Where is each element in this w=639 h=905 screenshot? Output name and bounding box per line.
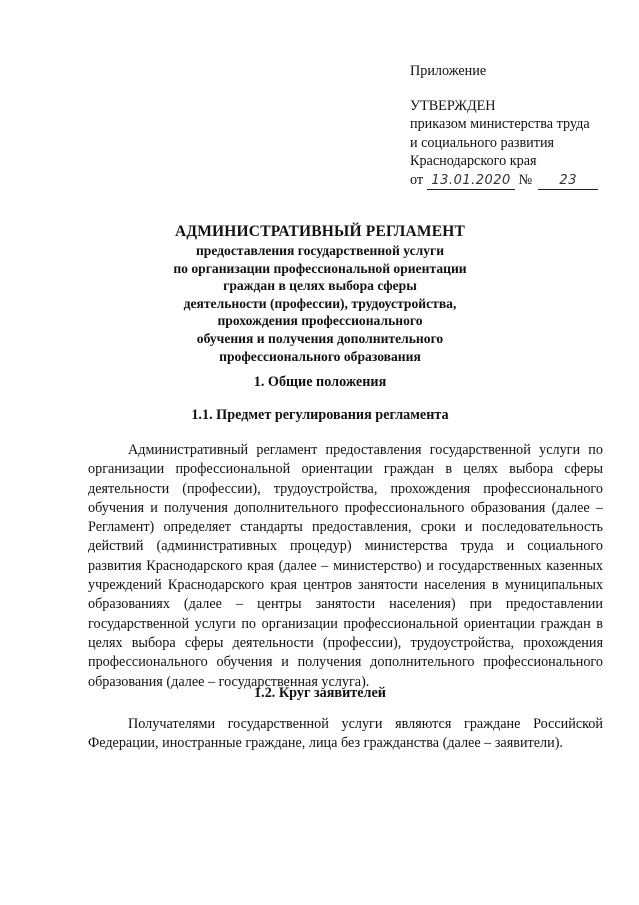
- approved-label: УТВЕРЖДЕН: [410, 97, 496, 114]
- approval-line-3: Краснодарского края: [410, 153, 537, 169]
- approval-line-1: приказом министерства труда: [410, 116, 590, 132]
- document-title: [130, 222, 510, 365]
- title-line: прохождения профессионального: [217, 313, 423, 329]
- number-label: №: [518, 171, 533, 188]
- annex-label: Приложение: [410, 63, 487, 79]
- title-main: АДМИНИСТРАТИВНЫЙ РЕГЛАМЕНТ: [174, 223, 466, 240]
- title-line: граждан в целях выбора сферы: [223, 278, 417, 294]
- title-line: профессионального образования: [219, 348, 421, 364]
- paragraph-applicants: Получателями государственной услуги являются граждане Российской Федерации, иностранные граждане, лица без гражданства (далее – заявители).: [88, 716, 603, 752]
- order-number: 23: [538, 173, 598, 190]
- subsection-heading-applicants: 1.2. Круг заявителей: [254, 685, 386, 701]
- title-line: деятельности (профессии), трудоустройства,: [183, 295, 457, 311]
- order-date: 13.01.2020: [427, 173, 515, 190]
- from-label: от: [410, 171, 424, 188]
- title-line: обучения и получения дополнительного: [196, 330, 444, 346]
- order-date-number-line: [410, 171, 630, 190]
- approval-block: [410, 62, 630, 190]
- paragraph-subject: Административный регламент предоставления государственной услуги по организации профессиональной ориентации граждан в целях выбора сферы деятельности (профессии), трудоустройства, прохождения профессионального обучения и получения дополнительного профессионального образования (далее – Регламент) определяет стандарты предоставления, сроки и последовательность действий (административных процедур) министерства труда и социального развития Краснодарского края (далее – министерство) и государственных казенных учреждений Краснодарского края центров занятости населения в муниципальных образованиях (далее – центры занятости населения) при предоставлении государственной услуги по организации профессиональной ориентации граждан в целях выбора сферы деятельности (профессии), трудоустройства, прохождения профессионального обучения и получения дополнительного профессионального образования (далее – государственная услуга).: [88, 442, 603, 690]
- section-heading-general: 1. Общие положения: [253, 374, 387, 390]
- title-line: по организации профессиональной ориентации: [173, 260, 467, 276]
- title-line: предоставления государственной услуги: [195, 243, 445, 258]
- approval-line-2: и социального развития: [410, 134, 555, 151]
- subsection-heading-subject: 1.1. Предмет регулирования регламента: [191, 407, 449, 423]
